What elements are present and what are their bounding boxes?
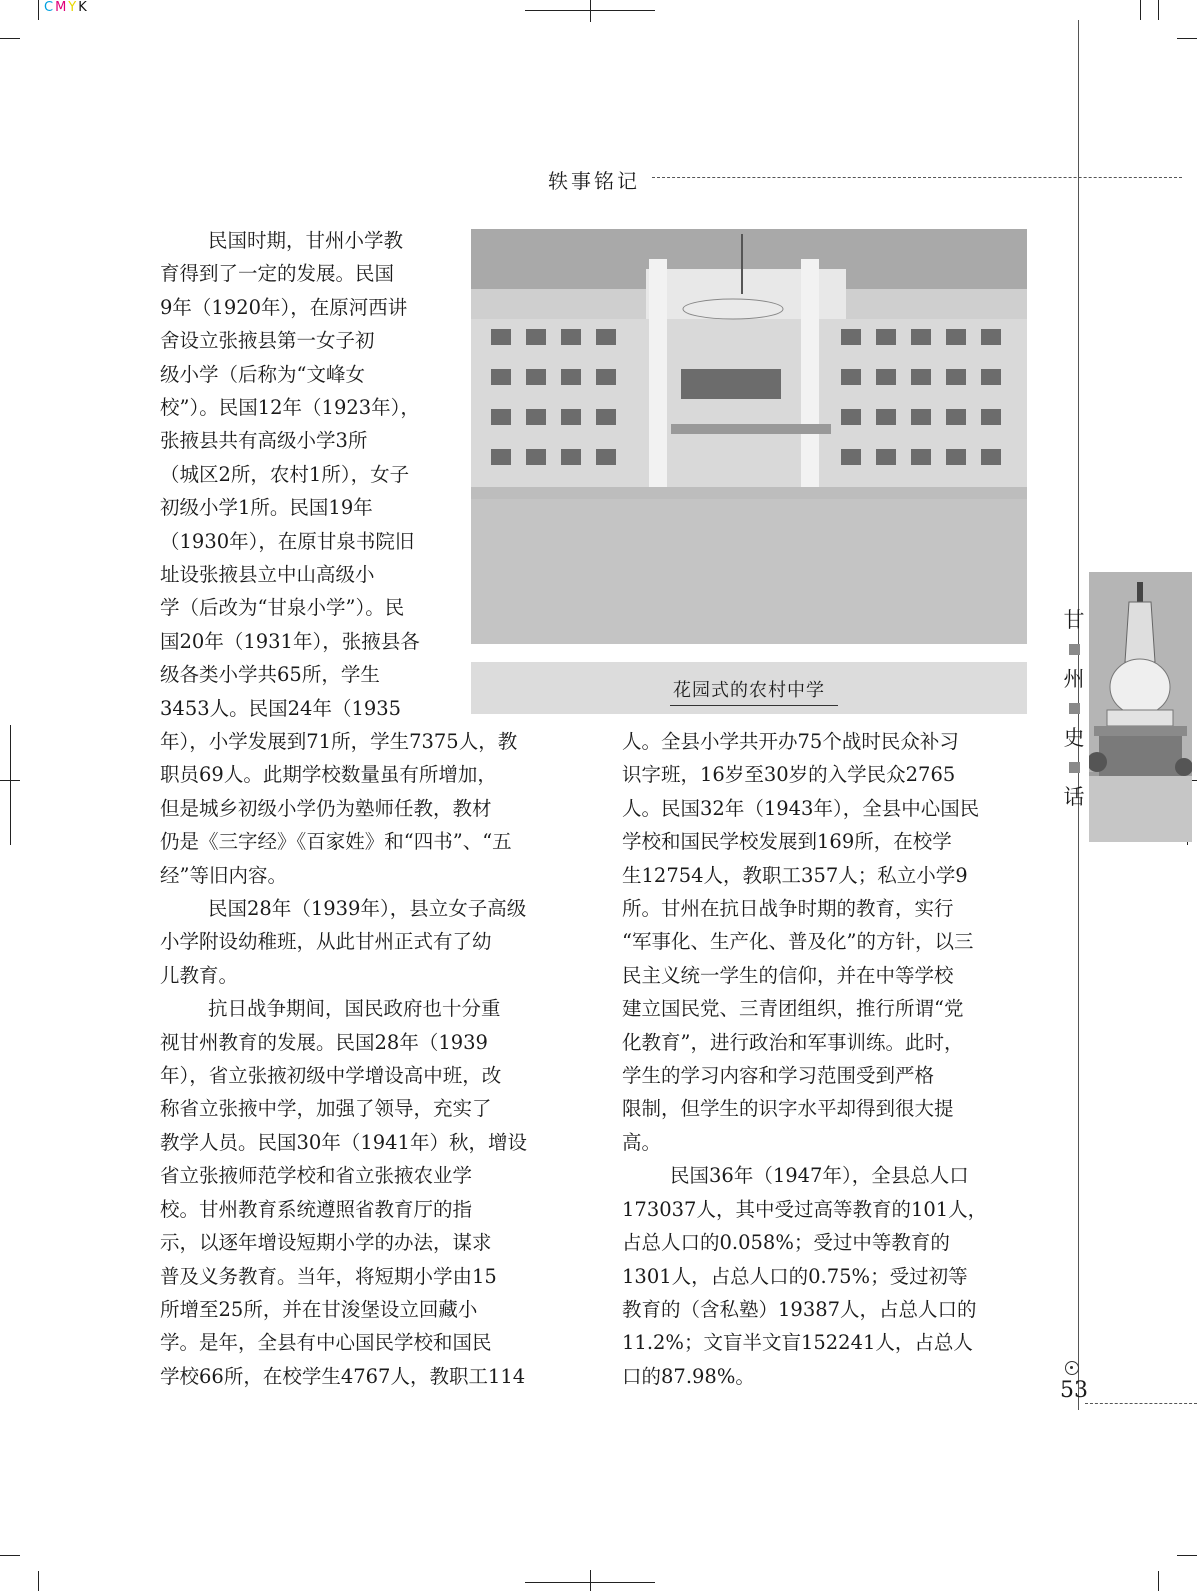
- text-line: 省立张掖师范学校和省立张掖农业学: [160, 1164, 473, 1188]
- pagoda-icon: [1089, 572, 1192, 842]
- cmyk-c: C: [44, 0, 56, 15]
- text-line: 学生的学习内容和学习范围受到严格: [622, 1064, 935, 1088]
- pagoda-thumbnail: [1089, 572, 1192, 842]
- text-line: 国20年（1931年），张掖县各: [160, 629, 420, 653]
- text-line: 3453人。民国24年（1935: [160, 696, 402, 720]
- text-line: 所。甘州在抗日战争时期的教育，实行: [622, 897, 954, 921]
- text-line: 民国36年（1947年），全县总人口: [670, 1164, 969, 1188]
- text-line: 民国时期，甘州小学教: [208, 229, 404, 252]
- caption-underline: [670, 705, 838, 706]
- text-line: 占总人口的0.058%；受过中等教育的: [622, 1231, 950, 1255]
- right-column: [622, 725, 1036, 1393]
- crop-mark: [1158, 0, 1159, 20]
- cmyk-color-bar: [44, 0, 89, 15]
- text-line: 所增至25所，并在甘浚堡设立回藏小: [160, 1297, 478, 1321]
- footer-dashed-rule: [1085, 1403, 1197, 1404]
- header-dashed-rule: [652, 177, 1182, 178]
- text-line: 限制，但学生的识字水平却得到很大提: [622, 1097, 954, 1121]
- text-line: 校”）。民国12年（1923年），: [160, 396, 420, 420]
- text-line: 年），小学发展到71所，学生7375人，教: [160, 730, 518, 753]
- side-series-title: [1060, 605, 1088, 812]
- side-title-char: 话: [1063, 785, 1085, 809]
- photo-caption: 花园式的农村中学: [673, 680, 825, 701]
- text-line: 但是城乡初级小学仍为塾师任教，教材: [160, 796, 492, 820]
- school-photo: [471, 229, 1027, 644]
- text-line: （1930年），在原甘泉书院旧: [160, 529, 415, 553]
- text-line: 舍设立张掖县第一女子初: [160, 329, 375, 353]
- cmyk-y: Y: [68, 0, 79, 15]
- text-line: 经”等旧内容。: [160, 863, 287, 887]
- text-line: 初级小学1所。民国19年: [160, 496, 373, 520]
- text-line: 识字班，16岁至30岁的入学民众2765: [622, 763, 956, 787]
- text-line: 9年（1920年），在原河西讲: [160, 295, 408, 319]
- square-separator-icon: [1069, 703, 1080, 714]
- left-para1-narrow: [160, 224, 448, 725]
- text-line: 学校66所，在校学生4767人，教职工114: [160, 1364, 526, 1388]
- side-title-char: 州: [1063, 667, 1085, 691]
- text-line: 民主义统一学生的信仰，并在中等学校: [622, 963, 954, 987]
- text-line: 人。全县小学共开办75个战时民众补习: [622, 730, 959, 753]
- text-line: 学。是年，全县有中心国民学校和国民: [160, 1331, 492, 1355]
- text-line: 校。甘州教育系统遵照省教育厅的指: [160, 1197, 473, 1221]
- crop-mark: [10, 725, 11, 845]
- text-line: 儿教育。: [160, 963, 239, 987]
- text-line: 视甘州教育的发展。民国28年（1939: [160, 1030, 488, 1054]
- crop-mark: [0, 1555, 20, 1556]
- text-line: （城区2所，农村1所），女子: [160, 462, 410, 486]
- text-line: 173037人，其中受过高等教育的101人，: [622, 1197, 988, 1221]
- crop-mark: [590, 1570, 591, 1591]
- side-title-char: 史: [1063, 726, 1085, 750]
- text-line: 小学附设幼稚班，从此甘州正式有了幼: [160, 930, 492, 954]
- text-line: 建立国民党、三青团组织，推行所谓“党: [622, 997, 964, 1021]
- crop-mark: [1158, 1571, 1159, 1591]
- text-line: 抗日战争期间，国民政府也十分重: [208, 997, 501, 1021]
- crop-mark: [1140, 0, 1141, 20]
- left-column-main: [160, 725, 580, 1393]
- cmyk-k: K: [78, 0, 89, 15]
- page-marker-dot: [1070, 1366, 1073, 1369]
- text-line: 生12754人，教职工357人；私立小学9: [622, 863, 968, 887]
- text-line: 学校和国民学校发展到169所，在校学: [622, 830, 952, 854]
- text-line: 级各类小学共65所，学生: [160, 663, 380, 687]
- text-line: 称省立张掖中学，加强了领导，充实了: [160, 1097, 492, 1121]
- cmyk-m: M: [55, 0, 69, 15]
- crop-mark: [38, 0, 39, 20]
- text-line: 址设张掖县立中山高级小: [160, 563, 375, 587]
- school-building-illustration: [471, 229, 1027, 644]
- crop-mark: [1177, 1555, 1197, 1556]
- crop-mark: [38, 1571, 39, 1591]
- text-line: 1301人，占总人口的0.75%；受过初等: [622, 1264, 968, 1288]
- section-title: 轶事铭记: [548, 169, 640, 193]
- page-number: 53: [1060, 1378, 1088, 1403]
- square-separator-icon: [1069, 644, 1080, 655]
- crop-mark: [1177, 38, 1197, 39]
- text-line: 民国28年（1939年），县立女子高级: [208, 897, 527, 921]
- text-line: 育得到了一定的发展。民国: [160, 262, 395, 286]
- text-line: 仍是《三字经》《百家姓》和“四书”、“五: [160, 830, 512, 854]
- text-line: 张掖县共有高级小学3所: [160, 429, 368, 453]
- text-line: 口的87.98%。: [622, 1364, 755, 1388]
- text-line: 化教育”，进行政治和军事训练。此时，: [622, 1030, 964, 1054]
- side-title-char: 甘: [1063, 608, 1085, 632]
- crop-mark: [0, 38, 20, 39]
- text-line: “军事化、生产化、普及化”的方针，以三: [622, 930, 974, 954]
- text-line: 普及义务教育。当年，将短期小学由15: [160, 1264, 497, 1288]
- text-line: 高。: [622, 1130, 662, 1154]
- photo-caption-box: [471, 662, 1027, 714]
- text-line: 教育的（含私塾）19387人，占总人口的: [622, 1297, 977, 1321]
- text-line: 教学人员。民国30年（1941年）秋，增设: [160, 1130, 527, 1154]
- text-line: 人。民国32年（1943年），全县中心国民: [622, 796, 980, 820]
- square-separator-icon: [1069, 762, 1080, 773]
- text-line: 学（后改为“甘泉小学”）。民: [160, 596, 405, 620]
- text-line: 年），省立张掖初级中学增设高中班，改: [160, 1064, 502, 1088]
- text-line: 级小学（后称为“文峰女: [160, 362, 365, 386]
- text-line: 职员69人。此期学校数量虽有所增加，: [160, 763, 497, 787]
- text-line: 示，以逐年增设短期小学的办法，谋求: [160, 1231, 492, 1255]
- text-line: 11.2%；文盲半文盲152241人，占总人: [622, 1331, 973, 1355]
- crop-mark: [590, 0, 591, 22]
